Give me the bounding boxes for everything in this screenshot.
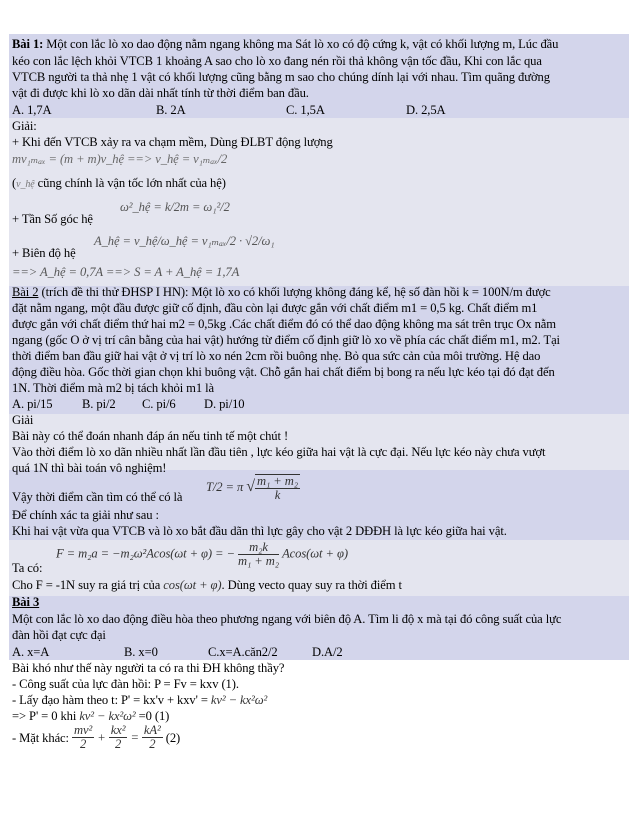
problem1-line4: vật đi được khi lò xo dãn dài nhất tính từ thời điểm ban đầu. (12, 86, 309, 100)
text: Một con lắc lò xo dao động nằm ngang không ma Sát lò xo có độ cứng k, vật có khối lượng m, Lúc đầu (43, 37, 559, 51)
solution-step: Để chính xác ta giải như sau : (12, 508, 159, 522)
energy-equation (12, 724, 624, 758)
sqrt-sign: √ (246, 477, 255, 495)
problem2-title: Bài 2 (12, 285, 39, 299)
answer-b: B. 2A (156, 103, 186, 117)
formula-angular-frequency: ω²_hệ = k/2m = ω₁²/2 (120, 200, 230, 214)
problem1-line1 (12, 37, 624, 51)
text: =0 (1) (135, 709, 170, 723)
problem2-line6: động điều hòa. Gốc thời gian chọn khi buông vật. Chỗ gắn hai chất điểm bị bong ra nếu lực kéo tại đó đạt đến (12, 365, 555, 379)
equation-number: (2) (165, 730, 181, 745)
fraction (142, 724, 163, 751)
text: cũng chính là vận tốc lớn nhất của hệ) (34, 176, 226, 190)
equals-sign: = (130, 730, 139, 745)
formula-part: Acos(ωt + φ) (282, 546, 348, 561)
numerator: m₂k (238, 541, 279, 555)
solution-step: Ta có: (12, 561, 43, 575)
text: . Dùng vecto quay suy ra thời điểm t (221, 578, 402, 592)
problem2-line4: ngang (gốc O ở vị trí cân bằng của hai vật) hướng từ điểm cố định giữ lò xo về phía các chất điểm m1, m2. Tại (12, 333, 560, 347)
title-text: Bài 3 (12, 595, 40, 609)
formula-momentum: mv₁ₘₐₓ = (m + m)v_hệ ==> v_hệ = v₁ₘₐₓ/2 (12, 152, 228, 166)
answer-d: D.A/2 (312, 645, 343, 659)
text: - Lấy đạo hàm theo t: P' = kx'v + kxv' = (12, 693, 211, 707)
denominator: 2 (149, 737, 156, 751)
solution-step: Vậy thời điểm cần tìm có thể có là (12, 490, 183, 504)
answer-b: B. x=0 (124, 645, 158, 659)
solution-step: + Khi đến VTCB xảy ra va chạm mềm, Dùng ĐLBT động lượng (12, 135, 333, 149)
problem1-line2: kéo con lắc lệch khỏi VTCB 1 khoảng A sao cho lò xo đang nén rồi thả không vận tốc đầu, Khi con lắc qua (12, 54, 542, 68)
solution-step: Vào thời điểm lò xo dãn nhiều nhất lần đầu tiên , lực kéo giữa hai vật là cực đại. Nếu lực kéo này chưa vượt (12, 445, 546, 459)
numerator: mv² (74, 723, 93, 737)
text: ( (12, 176, 17, 190)
solution-step: quá 1N thì bài toán vô nghiệm! (12, 461, 167, 475)
problem2-line7: 1N. Thời điểm mà m2 bị tách khỏi m1 là (12, 381, 214, 395)
formula-inline: kv² − kx²ω² (79, 709, 136, 723)
solution-step: Bài này có thể đoán nhanh đáp án nếu tinh tế một chút ! (12, 429, 289, 443)
problem3-line2: đàn hồi đạt cực đại (12, 628, 106, 642)
answer-c: C. pi/6 (142, 397, 176, 411)
numerator: kx² (110, 723, 126, 737)
formula-part: T/2 = π (206, 479, 244, 494)
denominator: m₁ + m₂ (237, 554, 280, 568)
solution-step: - Công suất của lực đàn hồi: P = Fv = kxv (1). (12, 677, 239, 691)
solution-label: Giải: (12, 119, 37, 133)
denominator: 2 (80, 737, 87, 751)
numerator: m₁ + m₂ (256, 474, 299, 488)
text: (trích đề thi thử ĐHSP I HN): Một lò xo có khối lượng không đáng kể, hệ số đàn hồi k = 100N/m được (38, 285, 551, 299)
numerator: kA² (143, 723, 161, 737)
formula-amplitude: A_hệ = v_hệ/ω_hệ = v₁ₘₐₓ/2 · √2/ω₁ (94, 234, 275, 248)
problem1-title: Bài 1: (12, 37, 44, 51)
fraction (255, 474, 300, 502)
solution-step (12, 709, 624, 723)
text: Cho F = -1N suy ra giá trị của (12, 578, 164, 592)
solution-step: + Biên độ hệ (12, 246, 76, 260)
answer-c: C.x=A.căn2/2 (208, 645, 278, 659)
problem3-title (12, 595, 624, 609)
text: => P' = 0 khi (12, 709, 80, 723)
text: - Mặt khác: (12, 730, 69, 745)
denominator: 2 (114, 737, 122, 751)
answer-b: B. pi/2 (82, 397, 116, 411)
solution-step (12, 176, 624, 192)
solution-step (12, 693, 624, 707)
answer-a: A. 1,7A (12, 103, 52, 117)
denominator: k (274, 488, 281, 502)
problem2-line5: thời điểm ban đầu giữ hai vật ở vị trí lò xo nén 2cm rồi buông nhẹ. Bỏ qua sức cản của môi trường. Hệ dao (12, 349, 541, 363)
solution-step: + Tần Số góc hệ (12, 212, 93, 226)
solution-step: Khi hai vật vừa qua VTCB và lò xo bắt đầu dãn thì lực gây cho vật 2 DĐĐH là lực kéo giữa hai vật. (12, 524, 507, 538)
problem1-line3: VTCB người ta thả nhẹ 1 vật có khối lượng cũng bằng m sao cho chúng dính lại với nhau. Tìm quãng đường (12, 70, 550, 84)
formula-result: ==> A_hệ = 0,7A ==> S = A + A_hệ = 1,7A (12, 265, 240, 279)
solution-step (12, 578, 624, 592)
fraction (72, 724, 94, 751)
answer-d: D. 2,5A (406, 103, 446, 117)
answer-a: A. pi/15 (12, 397, 53, 411)
solution-label: Giải (12, 413, 34, 427)
formula-part: F = m₂a = −m₂ω²Acos(ωt + φ) = − (56, 546, 235, 561)
problem2-line3: được gắn với chất điểm thứ hai m2 = 0,5kg .Các chất điểm đó có thể dao động không ma sát trên trục Ox nằm (12, 317, 556, 331)
plus-sign: + (97, 730, 106, 745)
answer-c: C. 1,5A (286, 103, 325, 117)
formula-half-period (206, 474, 300, 502)
solution-step: Bài khó như thế này người ta có ra thi ĐH không thầy? (12, 661, 285, 675)
problem2-line2: đặt nằm ngang, một đầu được giữ cố định, đầu còn lại được gắn với chất điểm m1 = 0,5 kg. Chất điểm m1 (12, 301, 538, 315)
problem2-line1 (12, 285, 624, 299)
fraction (109, 724, 128, 751)
problem3-line1: Một con lắc lò xo dao động điều hòa theo phương ngang với biên độ A. Tìm li độ x mà tại đó công suất của lực (12, 612, 562, 626)
answer-a: A. x=A (12, 645, 50, 659)
formula-inline: v_hệ (16, 179, 35, 190)
formula-inline: cos(ωt + φ) (163, 578, 222, 592)
answer-d: D. pi/10 (204, 397, 245, 411)
formula-inline: kv² − kx²ω² (210, 693, 268, 707)
